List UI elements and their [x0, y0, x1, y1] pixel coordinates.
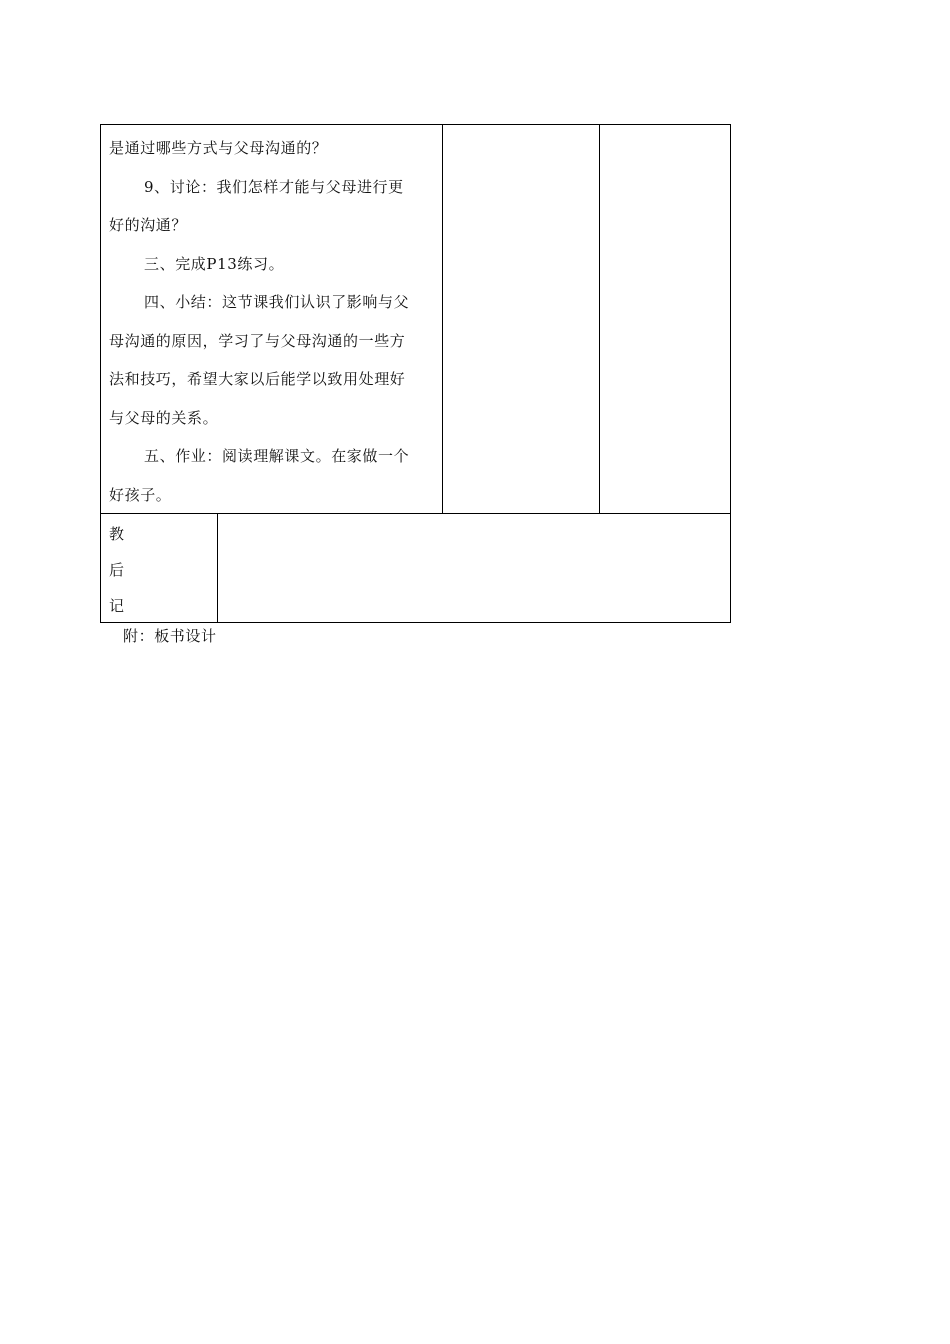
- empty-cell-middle: [443, 125, 600, 513]
- appendix-note: 附：板书设计: [123, 627, 217, 645]
- lesson-line: 9、讨论：我们怎样才能与父母进行更: [144, 177, 404, 196]
- lesson-line: 法和技巧，希望大家以后能学以致用处理好: [109, 370, 406, 388]
- lesson-content-cell: [101, 125, 443, 513]
- lesson-line: 五、作业：阅读理解课文。在家做一个: [144, 447, 410, 465]
- lesson-line: 四、小结：这节课我们认识了影响与父: [144, 293, 410, 311]
- reflection-label-char: 记: [109, 597, 125, 615]
- reflection-label-char: 后: [109, 561, 125, 579]
- lesson-line: 与父母的关系。: [109, 408, 219, 427]
- reflection-label-cell: [101, 514, 218, 622]
- lesson-line: 好孩子。: [109, 485, 172, 504]
- reflection-table: [100, 513, 731, 623]
- lesson-table: [100, 124, 731, 514]
- lesson-line: 三、完成P13练习。: [144, 254, 285, 273]
- lesson-line: 好的沟通？: [109, 216, 188, 234]
- empty-cell-right: [600, 125, 730, 513]
- lesson-line: 是通过哪些方式与父母沟通的？: [109, 139, 328, 157]
- reflection-content-cell: [218, 514, 730, 622]
- lesson-line: 母沟通的原因，学习了与父母沟通的一些方: [109, 331, 406, 350]
- reflection-label-char: 教: [109, 525, 125, 543]
